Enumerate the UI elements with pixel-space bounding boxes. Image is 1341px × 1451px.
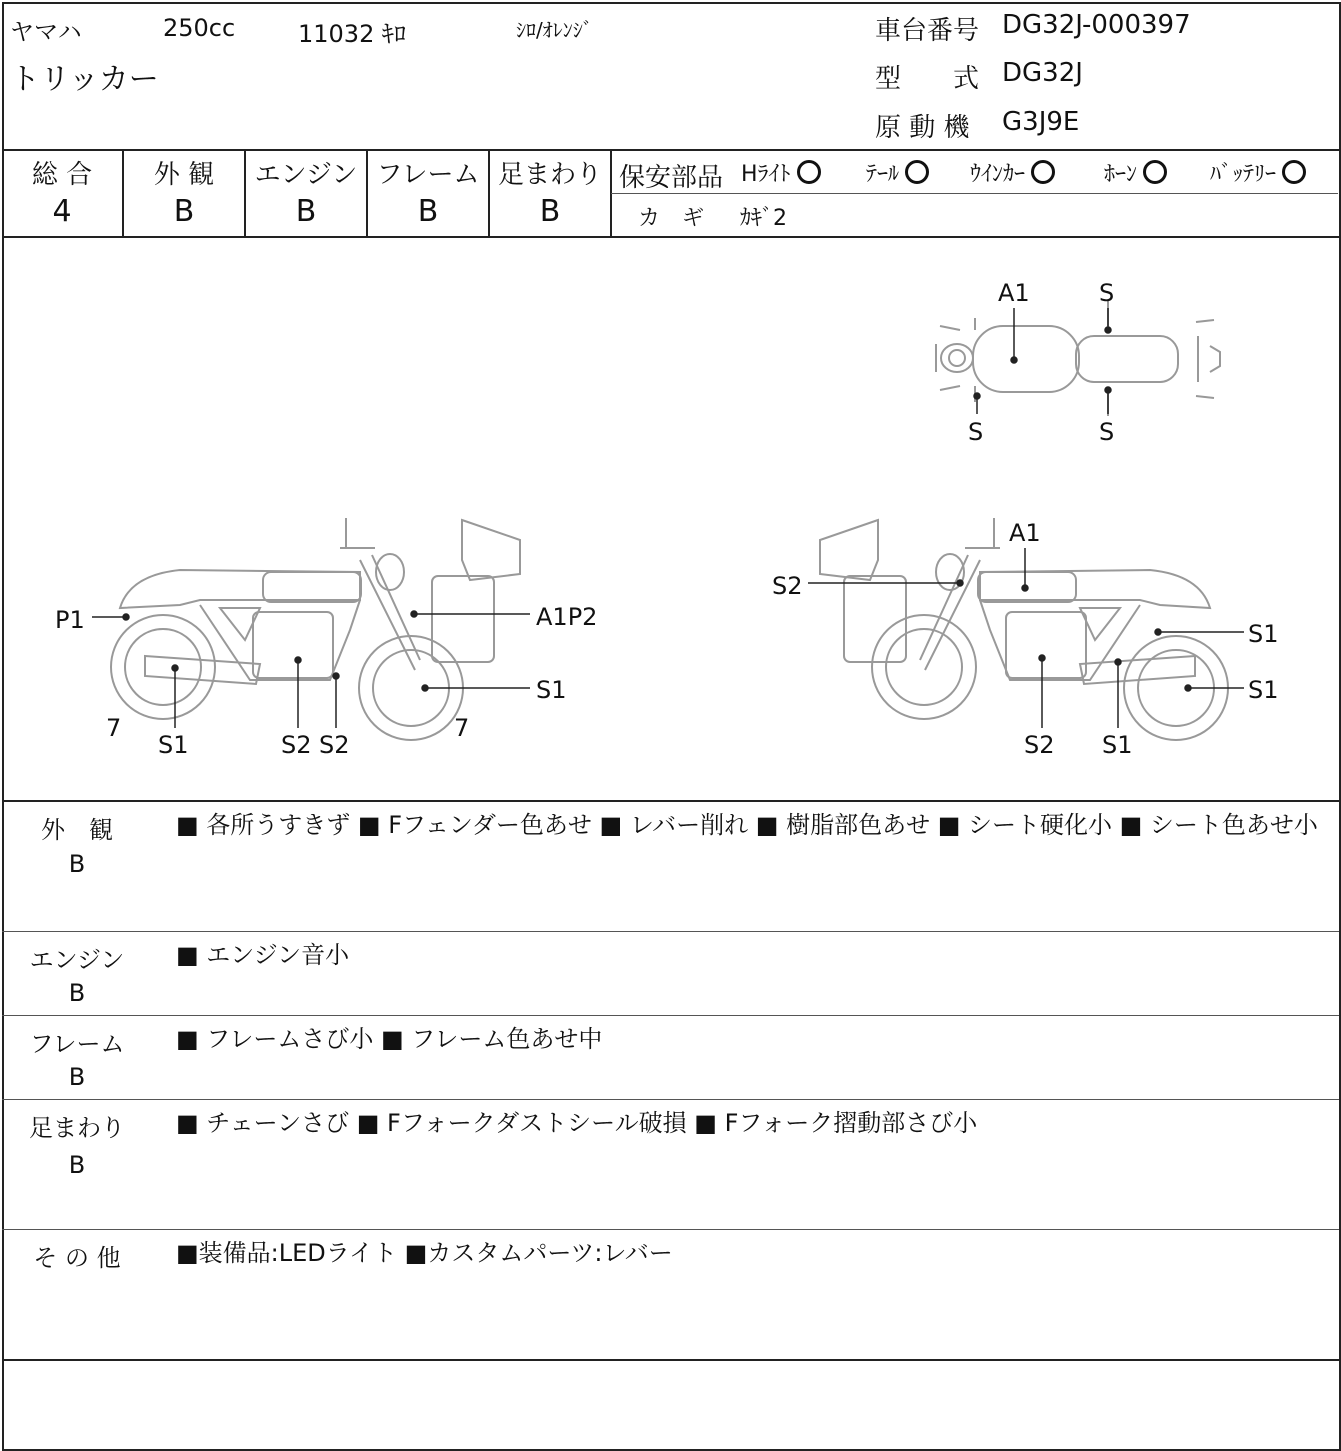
- grade-label-frame: フレーム: [376, 160, 480, 190]
- ok-circle-icon: [1031, 160, 1055, 184]
- color: ｼﾛ/ｵﾚﾝｼﾞ: [516, 18, 593, 42]
- ok-circle-icon: [1143, 160, 1167, 184]
- section-grade-exterior: B: [68, 850, 86, 878]
- grade-value-engine: B: [295, 194, 317, 229]
- displacement: 250cc: [163, 14, 236, 42]
- divider: [2, 1359, 1339, 1361]
- section-text-other: ■装備品:LEDライト ■カスタムパーツ:レバー: [176, 1239, 673, 1267]
- section-label-exterior: 外 観: [41, 816, 113, 844]
- grade-value-exterior: B: [173, 194, 195, 229]
- section-grade-suspension: B: [68, 1151, 86, 1179]
- mark-left-p1: P1: [55, 606, 85, 634]
- divider: [2, 800, 1339, 802]
- mark-left-a1p2: A1P2: [536, 603, 598, 631]
- section-label-suspension: 足まわり: [29, 1114, 125, 1142]
- bike-diagram: [0, 238, 1341, 800]
- section-grade-engine: B: [68, 979, 86, 1007]
- grade-label-total: 総 合: [31, 160, 93, 190]
- safety-item-tail: ﾃｰﾙ: [866, 157, 929, 188]
- mark-right-a1: A1: [1009, 519, 1041, 547]
- divider: [2, 149, 1339, 151]
- divider: [2, 1015, 1339, 1016]
- grade-label-exterior: 外 観: [153, 160, 215, 190]
- ok-circle-icon: [1282, 160, 1306, 184]
- section-label-other: そ の 他: [33, 1244, 121, 1272]
- mark-right-s1-top: S1: [1248, 620, 1279, 648]
- grade-label-engine: エンジン: [254, 160, 358, 190]
- section-label-engine: エンジン: [29, 946, 125, 974]
- engine-value: G3J9E: [1002, 107, 1080, 137]
- mark-left-s1-right: S1: [536, 676, 567, 704]
- mark-top-s: S: [968, 418, 984, 446]
- mark-right-s2-bot: S2: [1024, 731, 1055, 759]
- divider: [2, 931, 1339, 932]
- mark-left-s1: S1: [158, 731, 189, 759]
- mark-top-s: S: [1099, 279, 1115, 307]
- ok-circle-icon: [797, 160, 821, 184]
- mark-right-s1-bot: S1: [1102, 731, 1133, 759]
- mark-left-7a: 7: [106, 714, 122, 742]
- engine-label: 原 動 機: [875, 113, 970, 143]
- mileage: 11032 ｷﾛ: [298, 20, 406, 48]
- grade-value-total: 4: [52, 194, 72, 229]
- mark-left-s2b: S2: [319, 731, 350, 759]
- section-text-engine: ■ エンジン音小: [176, 941, 350, 969]
- divider: [2, 1229, 1339, 1230]
- mark-top-a1: A1: [998, 279, 1030, 307]
- ok-circle-icon: [905, 160, 929, 184]
- frame-no: DG32J-000397: [1002, 10, 1191, 40]
- maker: ヤマハ: [10, 18, 82, 46]
- safety-item-headlight: Hﾗｲﾄ: [741, 157, 821, 188]
- key-label: カ ギ: [638, 206, 705, 231]
- section-text-frame: ■ フレームさび小 ■ フレーム色あせ中: [176, 1025, 603, 1053]
- mark-left-7b: 7: [454, 714, 470, 742]
- bike-right-view: [820, 518, 1228, 740]
- grade-value-frame: B: [417, 194, 439, 229]
- section-text-suspension: ■ チェーンさび ■ Fフォークダストシール破損 ■ Fフォーク摺動部さび小: [176, 1109, 978, 1137]
- section-text-exterior: ■ 各所うすきず ■ Fフェンダー色あせ ■ レバー削れ ■ 樹脂部色あせ ■ シート硬化小 ■ シート色あせ小: [176, 811, 1318, 839]
- mark-left-s2a: S2: [281, 731, 312, 759]
- mark-top-s: S: [1099, 418, 1115, 446]
- safety-item-winker: ｳｲﾝｶｰ: [970, 157, 1055, 188]
- grade-label-suspension: 足まわり: [497, 160, 602, 190]
- mark-right-s1-mid: S1: [1248, 676, 1279, 704]
- type-value: DG32J: [1002, 58, 1083, 88]
- bike-left-view: [111, 518, 520, 740]
- model-name: トリッカー: [10, 62, 159, 97]
- mark-right-s2-left: S2: [772, 572, 803, 600]
- section-label-frame: フレーム: [29, 1030, 125, 1058]
- type-label: 型 式: [875, 64, 980, 94]
- key-value: ｶｷﾞ2: [740, 206, 787, 231]
- grade-value-suspension: B: [539, 194, 561, 229]
- safety-label: 保安部品: [619, 163, 724, 193]
- section-grade-frame: B: [68, 1063, 86, 1091]
- divider: [2, 1099, 1339, 1100]
- safety-item-horn: ﾎｰﾝ: [1104, 157, 1167, 188]
- frame-no-label: 車台番号: [875, 16, 980, 46]
- safety-item-battery: ﾊﾞｯﾃﾘｰ: [1210, 157, 1306, 188]
